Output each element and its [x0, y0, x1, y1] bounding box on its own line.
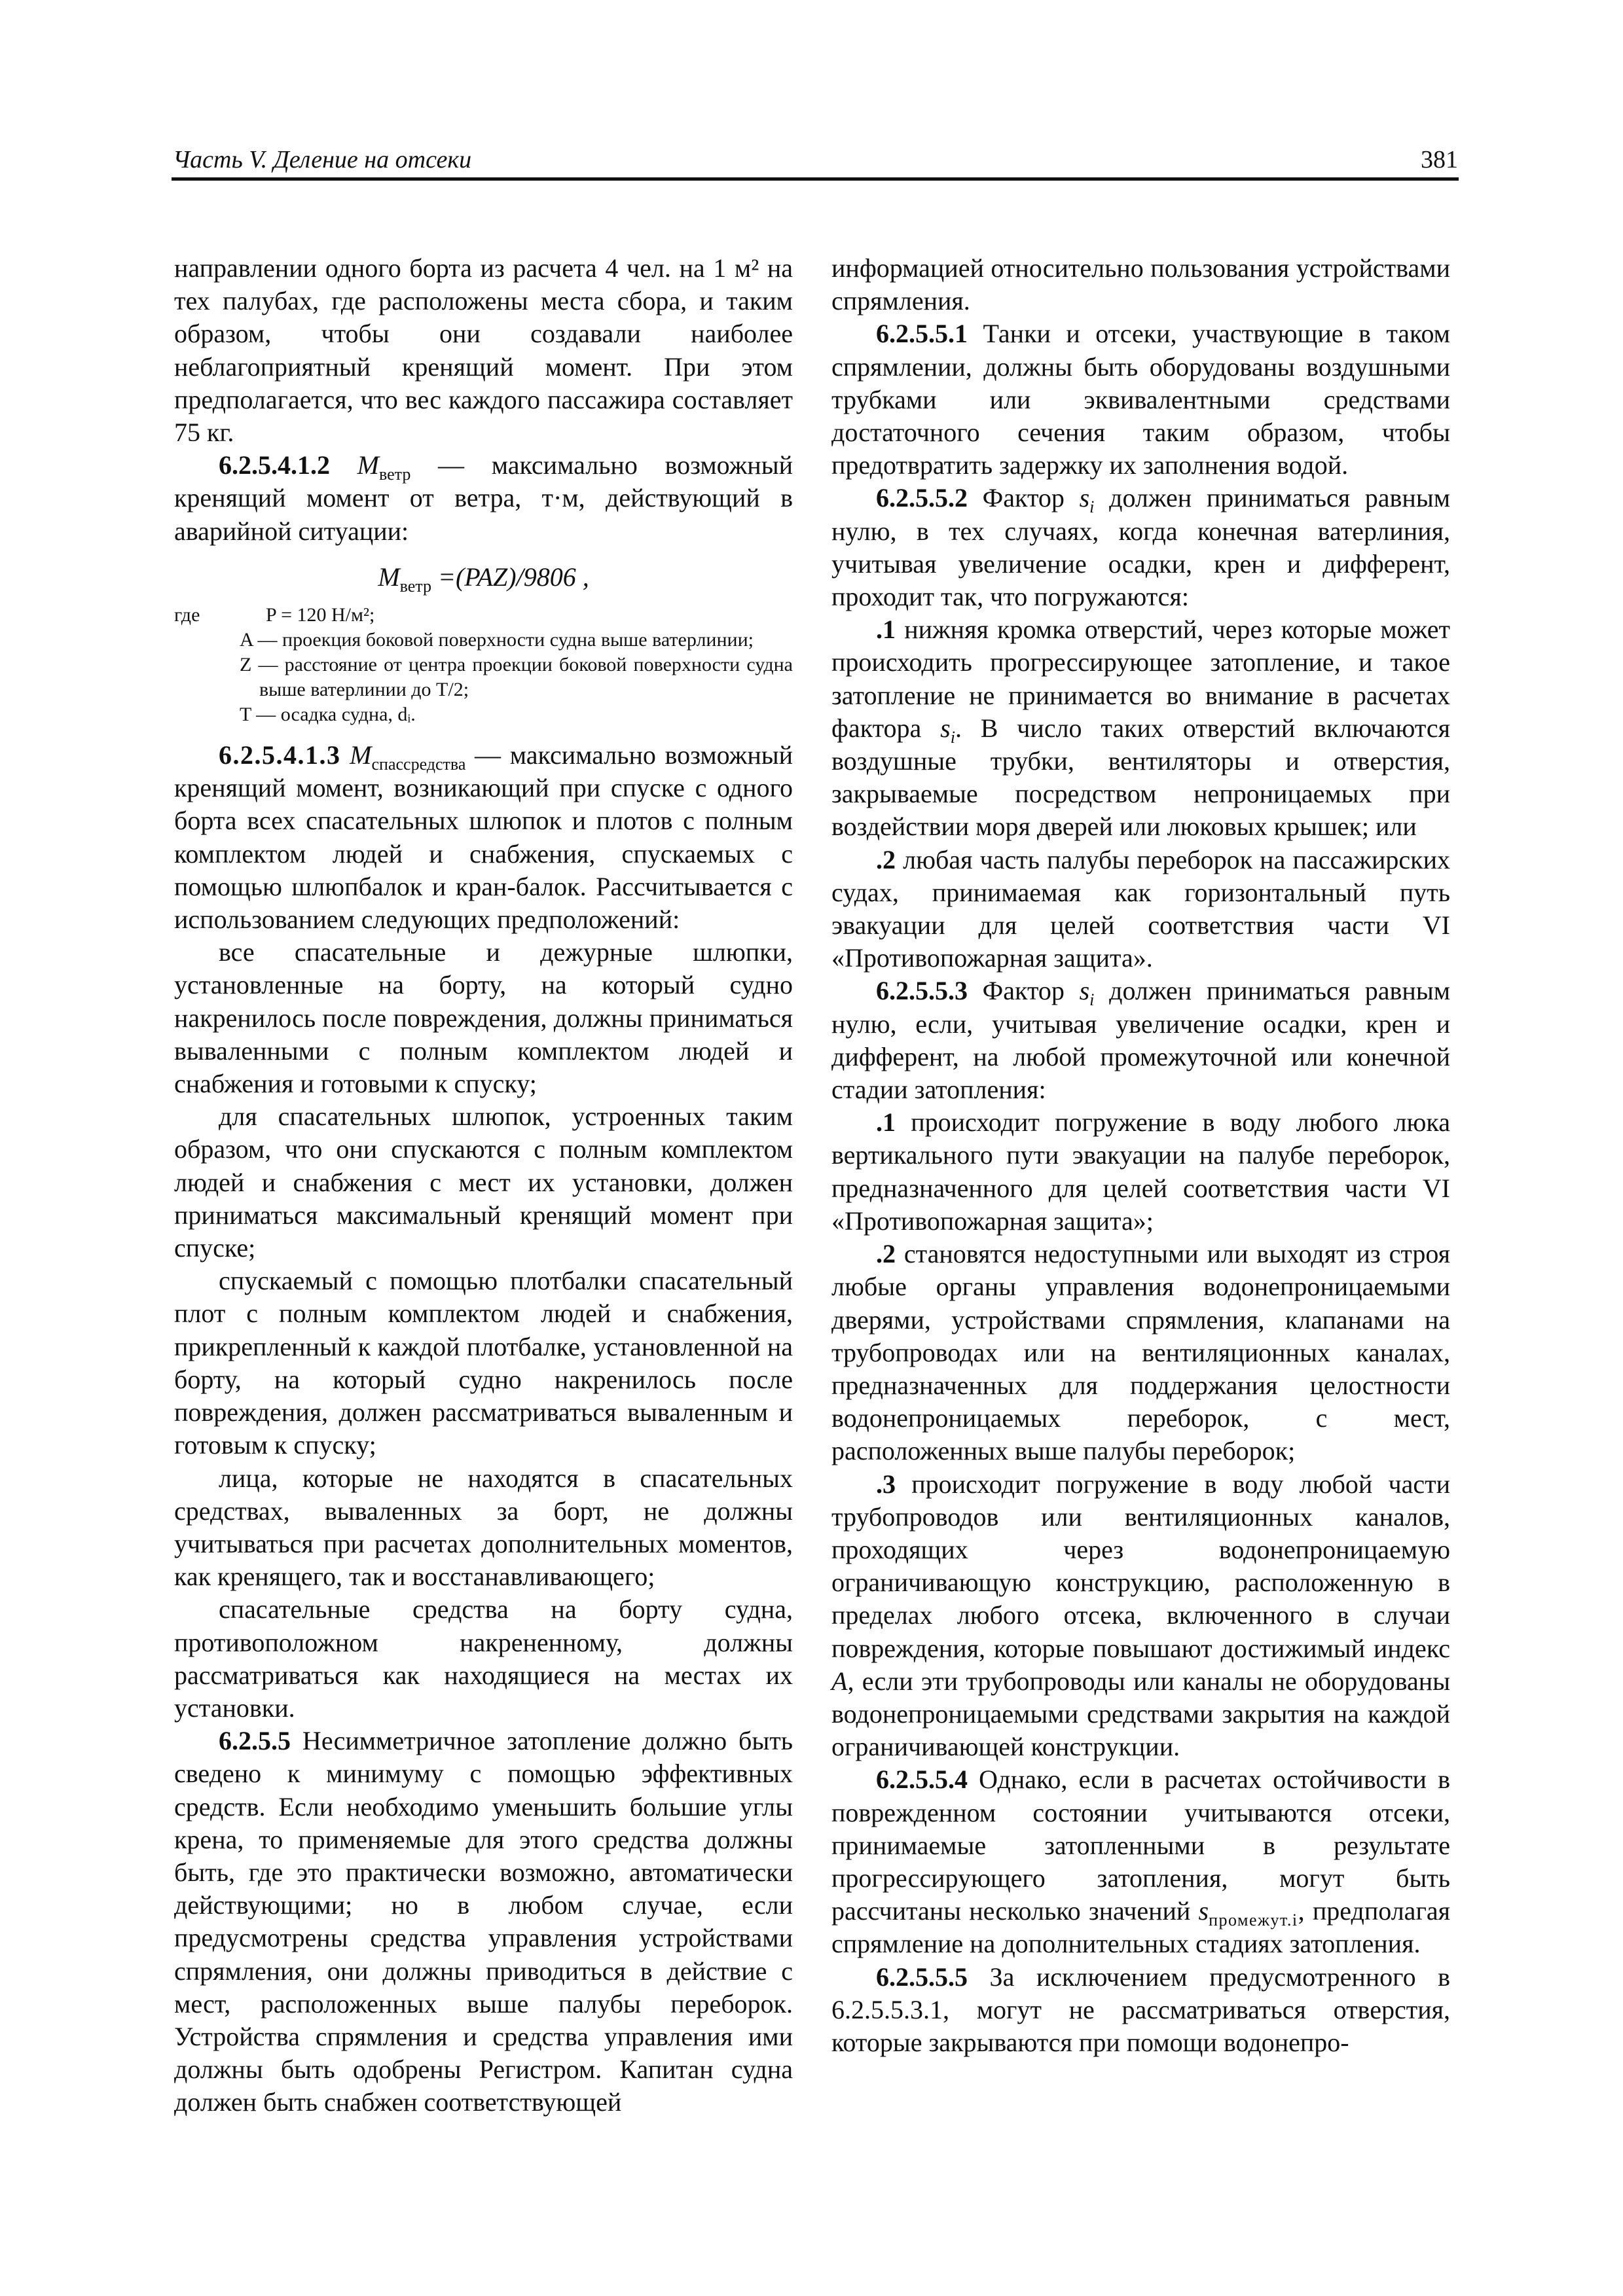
paragraph-text: Несимметричное затопление должно быть сведено к минимуму с помощью эффективных средств. Если необходимо уменьшить большие углы крена, то применяемые для этого средства должны быть, где это практически возможно, автоматически действующими; но в любом случае, если предусмотрены средства управления устройствами спрямления, они должны приводиться в действие с мест, расположенных выше палубы переборок. Устройства спрямления и средства управления ими должны быть одобрены Регистром. Капитан судна должен быть снабжен соответствующей [174, 1726, 793, 2117]
legend-p: P = 120 Н/м²; [266, 604, 375, 626]
right-column [831, 252, 1450, 2059]
paragraph-text: , если эти трубопроводы или каналы не оборудованы водонепроницаемыми средствами закрытия на каждой ограничивающей конструкции. [831, 1666, 1450, 1762]
factor-symbol: s [1079, 483, 1090, 513]
paragraph-text: происходит погружение в воду любой части трубопроводов или вентиляционных каналов, проходящих через водонепроницаемую ограничивающую конструкцию, расположенную в пределах любого отсека, включенного в случаи повреждения, которые повышают достижимый индекс [831, 1469, 1450, 1663]
paragraph-text: любая часть палубы переборок на пассажирских судах, принимаемая как горизонтальный путь эвакуации для целей соответствия части VI «Противопожарная защита». [831, 844, 1450, 973]
left-column [174, 252, 793, 2119]
paragraph-text: становятся недоступными или выходят из строя любые органы управления водонепроницаемыми дверями, устройствами спрямления, клапанами на трубопроводах или на вентиляционных каналах, предназначенных для поддержания целостности водонепроницаемых переборок, с мест, расположенных выше палубы переборок; [831, 1239, 1450, 1466]
page-number: 381 [1421, 146, 1458, 173]
paragraph-6-2-5-5-2 [831, 482, 1450, 613]
moment-subscript: спассредства [371, 755, 466, 774]
paragraph-6-2-5-5-5 [831, 1961, 1450, 2060]
legend-z: Z — расстояние от центра проекции боковой поверхности судна выше ватерлинии до T/2; [240, 654, 793, 701]
paragraph-text: происходит погружение в воду любого люка вертикального пути эвакуации на палубе переборок, предназначенного для целей соответствия части VI «Противопожарная защита»; [831, 1107, 1450, 1236]
paragraph-text: За исключением предусмотренного в 6.2.5.5.3.1, могут не рассматриваться отверстия, которые закрываются при помощи водонепро- [831, 1962, 1450, 2057]
paragraph-text: Однако, если в расчетах остойчивости в поврежденном состоянии учитываются отсеки, принимаемые затопленными в результате прогрессирующего затопления, могут быть рассчитаны несколько значений [831, 1765, 1450, 1926]
paragraph: для спасательных шлюпок, устроенных таким образом, что они спускаются с полным комплектом людей и снабжения с мест их установки, должен приниматься максимальный кренящий момент при спуске; [174, 1102, 793, 1263]
list-item-1 [831, 1106, 1450, 1238]
section-number: 6.2.5.5.5 [876, 1962, 968, 1992]
paragraph-text: Фактор [968, 483, 1080, 513]
factor-symbol: s [940, 713, 951, 743]
legend-where: где [174, 604, 200, 626]
moment-subscript: ветр [379, 465, 411, 484]
paragraph: лица, которые не находятся в спасательных средствах, вываленных за борт, не должны учитываться при расчетах дополнительных моментов, как кренящего, так и восстанавливающего; [174, 1463, 793, 1592]
section-number: 6.2.5.5 [219, 1726, 291, 1756]
paragraph: спасательные средства на борту судна, противоположном накрененному, должны рассматриваться как находящиеся на местах их установки. [174, 1594, 793, 1723]
paragraph-6-2-5-4-1-3 [174, 739, 793, 936]
section-number: 6.2.5.5.4 [876, 1765, 968, 1795]
legend-row [174, 653, 793, 702]
factor-subscript: i [950, 727, 955, 747]
paragraph-text: Танки и отсеки, участвующие в таком спрямлении, должны быть оборудованы воздушными трубками или эквивалентными средствами достаточного сечения таким образом, чтобы предотвратить задержку их заполнения водой. [831, 319, 1450, 480]
paragraph-6-2-5-5-4 [831, 1763, 1450, 1960]
list-item-1 [831, 613, 1450, 843]
paragraph-6-2-5-5-1 [831, 317, 1450, 482]
paragraph-text: нижняя кромка отверстий, через которые может происходить прогрессирующее затопление, и такое затопление не принимается во внимание в расчетах фактора [831, 615, 1450, 743]
list-item-2 [831, 844, 1450, 975]
paragraph: спускаемый с помощью плотбалки спасательный плот с полным комплектом людей и снабжения, прикрепленный к каждой плотбалке, установленной на борту, на который судно накренилось после повреждения, должен рассматриваться вываленным и готовым к спуску; [174, 1266, 793, 1460]
wind-moment-formula [174, 561, 793, 594]
paragraph: все спасательные и дежурные шлюпки, установленные на борту, на который судно накренилось после повреждения, должны приниматься вываленными с полным комплектом людей и снабжения и готовыми к спуску; [174, 937, 793, 1099]
formula-rhs: =(PAZ)/9806 , [431, 562, 589, 592]
legend-a: A — проекция боковой поверхности судна выше ватерлинии; [240, 629, 754, 651]
formula-symbol: M [378, 562, 400, 592]
legend-t: T — осадка судна, dᵢ. [240, 704, 416, 726]
paragraph-text: должен приниматься равным нулю, если, учитывая увеличение осадки, крен и дифферент, на любой промежуточной или конечной стадии затопления: [831, 976, 1451, 1105]
moment-symbol: M [350, 740, 372, 770]
header-rule [172, 177, 1459, 181]
item-number: .3 [876, 1469, 896, 1499]
paragraph-6-2-5-4-1-2 [174, 449, 793, 548]
paragraph: направлении одного борта из расчета 4 чел. на 1 м² на тех палубах, где расположены места сбора, и таким образом, чтобы они создавали наиболее неблагоприятный кренящий момент. При этом предполагается, что вес каждого пассажира составляет 75 кг. [174, 253, 793, 448]
item-number: .1 [876, 615, 896, 645]
factor-symbol: s [1198, 1896, 1209, 1926]
legend-row [174, 628, 793, 653]
legend-row [174, 702, 793, 727]
item-number: .2 [876, 1239, 896, 1269]
list-item-3 [831, 1468, 1450, 1764]
item-number: .2 [876, 844, 896, 874]
paragraph-text: , предполагая спрямление на дополнительных стадиях затопления. [831, 1896, 1450, 1959]
factor-subscript: i [1089, 990, 1095, 1010]
section-number: 6.2.5.4.1.3 [219, 740, 341, 770]
formula-subscript: ветр [399, 576, 431, 596]
paragraph-text: — максимально возможный кренящий момент от ветра, т·м, действующий в аварийной ситуации: [174, 450, 793, 546]
formula-legend [174, 603, 793, 727]
list-item-2 [831, 1238, 1450, 1467]
paragraph-text: — максимально возможный кренящий момент, возникающий при спуске с одного борта всех спасательных шлюпок и плотов с полным комплектом людей и снабжения, спускаемых с помощью шлюпбалок и кран-балок. Рассчитывается с использованием следующих предположений: [174, 740, 793, 935]
section-number: 6.2.5.5.1 [876, 319, 968, 349]
section-number: 6.2.5.5.3 [876, 976, 968, 1006]
running-header-title: Часть V. Деление на отсеки [173, 146, 472, 173]
legend-row [174, 603, 793, 628]
index-symbol: A [831, 1666, 848, 1696]
paragraph-6-2-5-5 [174, 1725, 793, 2119]
section-number: 6.2.5.4.1.2 [219, 450, 330, 480]
paragraph-text: Фактор [968, 976, 1080, 1006]
paragraph: информацией относительно пользования устройствами спрямления. [831, 253, 1450, 316]
item-number: .1 [876, 1107, 896, 1138]
paragraph-6-2-5-5-3 [831, 975, 1450, 1106]
factor-subscript: i [1089, 497, 1095, 517]
factor-symbol: s [1079, 976, 1090, 1006]
paragraph-text: . В число таких отверстий включаются воздушные трубки, вентиляторы и отверстия, закрываемые посредством непроницаемых при воздействии моря дверей или люковых крышек; или [831, 713, 1450, 842]
moment-symbol: M [357, 450, 379, 480]
section-number: 6.2.5.5.2 [876, 483, 968, 513]
factor-subscript: промежут.i [1209, 1910, 1298, 1930]
paragraph-text: должен приниматься равным нулю, в тех случаях, когда конечная ватерлиния, учитывая увеличение осадки, крен и дифферент, проходит так, что погружаются: [831, 483, 1451, 612]
